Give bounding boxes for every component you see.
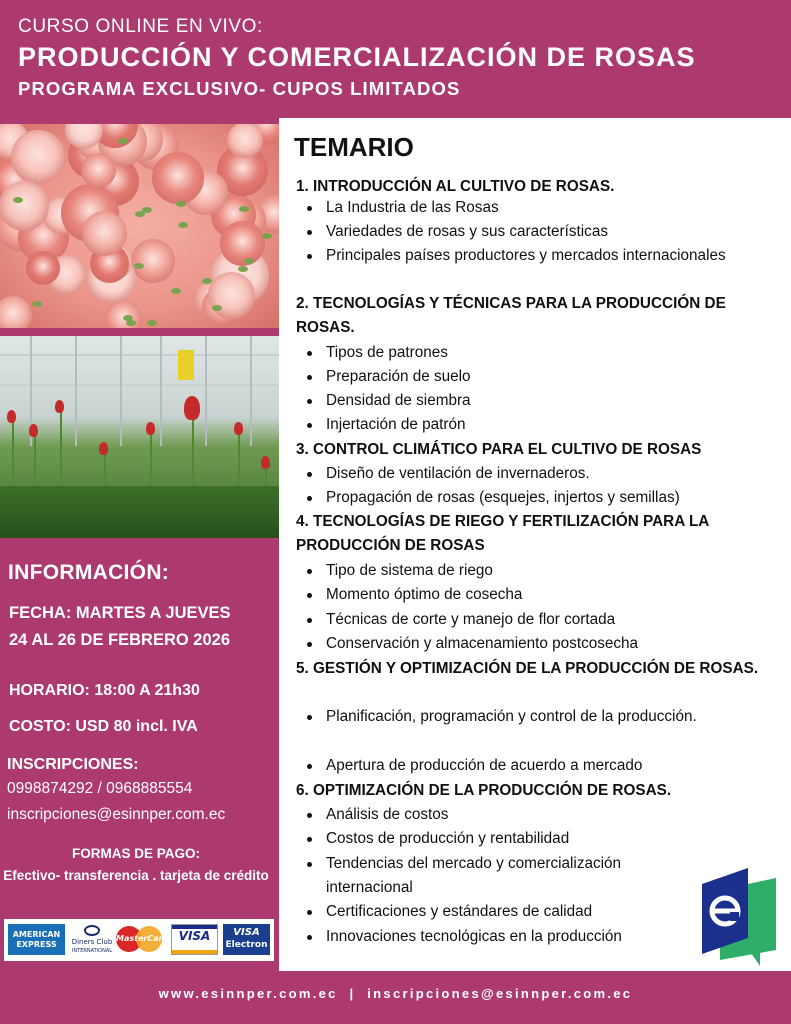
list-item: Principales países productores y mercados internacionales: [326, 244, 726, 268]
section-5-title: 5. GESTIÓN Y OPTIMIZACIÓN DE LA PRODUCCIÓN DE ROSAS.: [296, 660, 759, 677]
list-item: Planificación, programación y control de la producción.: [326, 705, 726, 729]
temario-title: TEMARIO: [294, 132, 414, 162]
visa-electron-bottom: Electron: [225, 940, 268, 950]
list-item: Variedades de rosas y sus características: [326, 220, 608, 244]
list-item: Innovaciones tecnológicas en la producción: [326, 925, 622, 949]
list-item: Conservación y almacenamiento postcosecha: [326, 632, 638, 656]
list-item: Tipos de patrones: [326, 341, 448, 365]
visa-electron-top: VISA: [233, 927, 260, 938]
roses-photo: [0, 124, 279, 328]
list-item: Certificaciones y estándares de calidad: [326, 900, 592, 924]
payment-title: FORMAS DE PAGO:: [72, 846, 200, 861]
visa-electron-icon: [223, 924, 270, 955]
list-item: Injertación de patrón: [326, 413, 465, 437]
diners-card-icon: [70, 924, 114, 955]
info-title: INFORMACIÓN:: [8, 561, 170, 584]
list-item: Técnicas de corte y manejo de flor cortada: [326, 608, 615, 632]
registration-email: inscripciones@esinnper.com.ec: [7, 806, 226, 823]
course-title: PRODUCCIÓN Y COMERCIALIZACIÓN DE ROSAS: [18, 42, 696, 72]
list-item: Propagación de rosas (esquejes, injertos y semillas): [326, 486, 680, 510]
course-subtitle: PROGRAMA EXCLUSIVO- CUPOS LIMITADOS: [18, 78, 461, 99]
payment-methods: Efectivo- transferencia . tarjeta de crédito: [3, 868, 269, 883]
diners-name: Diners Club: [71, 938, 113, 946]
list-item: Diseño de ventilación de invernaderos.: [326, 462, 590, 486]
date-days: FECHA: MARTES A JUEVES: [9, 604, 231, 622]
diners-sub: INTERNATIONAL: [71, 948, 113, 954]
amex-card-icon: AMERICAN EXPRESS: [8, 924, 65, 955]
list-item: Preparación de suelo: [326, 365, 471, 389]
payment-cards: [4, 919, 274, 961]
course-type: CURSO ONLINE EN VIVO:: [18, 16, 263, 37]
list-item: Costos de producción y rentabilidad: [326, 827, 569, 851]
header-banner: [0, 0, 791, 118]
footer-contact: www.esinnper.com.ec | inscripciones@esinnper.com.ec: [158, 986, 633, 1001]
list-item: Apertura de producción de acuerdo a mercado: [326, 754, 642, 778]
registration-phones: 0998874292 / 0968885554: [7, 780, 193, 797]
date-range: 24 AL 26 DE FEBRERO 2026: [9, 631, 231, 649]
list-item: Tipo de sistema de riego: [326, 559, 493, 583]
section-6-title: 6. OPTIMIZACIÓN DE LA PRODUCCIÓN DE ROSAS.: [296, 782, 672, 799]
section-1-title: 1. INTRODUCCIÓN AL CULTIVO DE ROSAS.: [296, 178, 615, 195]
visa-card-icon: VISA: [171, 924, 218, 955]
list-item: Densidad de siembra: [326, 389, 471, 413]
esinnper-logo-icon: [702, 868, 776, 966]
registration-title: INSCRIPCIONES:: [7, 756, 139, 773]
greenhouse-photo: [0, 336, 279, 538]
section-3-title: 3. CONTROL CLIMÁTICO PARA EL CULTIVO DE ROSAS: [296, 441, 702, 458]
section-2-title: 2. TECNOLOGÍAS Y TÉCNICAS PARA LA PRODUCCIÓN DE ROSAS.: [296, 295, 726, 336]
temario-panel: [279, 118, 791, 971]
list-item: Momento óptimo de cosecha: [326, 583, 522, 607]
list-item: Análisis de costos: [326, 803, 448, 827]
list-item: Tendencias del mercado y comercialización internacional: [326, 852, 706, 900]
price: COSTO: USD 80 incl. IVA: [9, 718, 198, 735]
list-item: La Industria de las Rosas: [326, 196, 499, 220]
schedule: HORARIO: 18:00 A 21h30: [9, 682, 200, 699]
mastercard-label: MasterCard: [116, 934, 169, 943]
section-4-title: 4. TECNOLOGÍAS DE RIEGO Y FERTILIZACIÓN PARA LA PRODUCCIÓN DE ROSAS: [296, 513, 709, 554]
mastercard-icon: [116, 924, 169, 955]
